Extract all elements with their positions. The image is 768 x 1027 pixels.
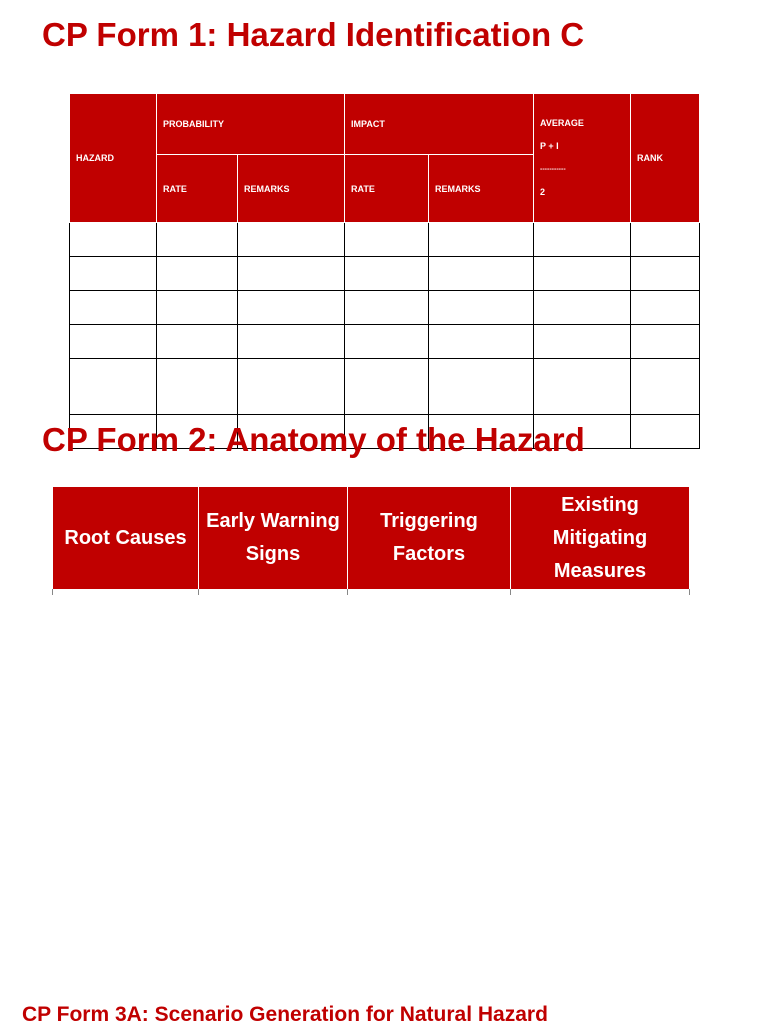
table-cell[interactable] bbox=[631, 291, 700, 325]
table-row bbox=[70, 359, 700, 415]
hazard-identification-table bbox=[69, 93, 700, 449]
table-cell[interactable] bbox=[70, 223, 157, 257]
header-impact: IMPACT bbox=[345, 94, 534, 155]
header-probability-rate: RATE bbox=[157, 155, 238, 223]
table-cell[interactable] bbox=[238, 359, 345, 415]
table-cell[interactable] bbox=[53, 589, 199, 595]
form1-title: CP Form 1: Hazard Identification C bbox=[42, 16, 585, 53]
table-cell[interactable] bbox=[238, 325, 345, 359]
table-cell[interactable] bbox=[534, 223, 631, 257]
table-cell[interactable] bbox=[238, 291, 345, 325]
form3a-title: CP Form 3A: Scenario Generation for Natural Hazard bbox=[22, 1003, 548, 1026]
table-cell[interactable] bbox=[345, 359, 429, 415]
table-cell[interactable] bbox=[157, 325, 238, 359]
table-cell[interactable] bbox=[157, 223, 238, 257]
average-label: AVERAGE bbox=[540, 118, 584, 128]
header-early-warning-signs: Early Warning Signs bbox=[199, 487, 348, 589]
table-cell[interactable] bbox=[157, 257, 238, 291]
table-cell[interactable] bbox=[534, 257, 631, 291]
header-hazard: HAZARD bbox=[70, 94, 157, 223]
table-cell[interactable] bbox=[157, 291, 238, 325]
table-cell[interactable] bbox=[429, 325, 534, 359]
table-cell[interactable] bbox=[345, 325, 429, 359]
header-probability: PROBABILITY bbox=[157, 94, 345, 155]
form2-title: CP Form 2: Anatomy of the Hazard bbox=[42, 421, 585, 458]
table-row bbox=[53, 589, 690, 595]
table-cell[interactable] bbox=[534, 291, 631, 325]
header-impact-remarks: REMARKS bbox=[429, 155, 534, 223]
header-root-causes: Root Causes bbox=[53, 487, 199, 589]
table-cell[interactable] bbox=[70, 257, 157, 291]
table-cell[interactable] bbox=[345, 257, 429, 291]
table-cell[interactable] bbox=[345, 223, 429, 257]
table-cell[interactable] bbox=[534, 359, 631, 415]
table-cell[interactable] bbox=[199, 589, 348, 595]
hazard-anatomy-table bbox=[52, 487, 690, 595]
header-average bbox=[534, 94, 631, 223]
table-row bbox=[70, 325, 700, 359]
table-cell[interactable] bbox=[429, 359, 534, 415]
table-cell[interactable] bbox=[70, 291, 157, 325]
table-cell[interactable] bbox=[631, 415, 700, 449]
table-cell[interactable] bbox=[631, 223, 700, 257]
average-divider: ----------- bbox=[540, 166, 566, 173]
header-triggering-factors: Triggering Factors bbox=[348, 487, 511, 589]
table-cell[interactable] bbox=[631, 325, 700, 359]
table-row bbox=[70, 291, 700, 325]
table-row bbox=[70, 257, 700, 291]
table-cell[interactable] bbox=[238, 257, 345, 291]
table-cell[interactable] bbox=[348, 589, 511, 595]
table-cell[interactable] bbox=[631, 359, 700, 415]
table-cell[interactable] bbox=[429, 223, 534, 257]
table-cell[interactable] bbox=[238, 223, 345, 257]
table-cell[interactable] bbox=[345, 291, 429, 325]
average-denominator: 2 bbox=[540, 187, 546, 197]
table-cell[interactable] bbox=[429, 291, 534, 325]
header-rank: RANK bbox=[631, 94, 700, 223]
table-cell[interactable] bbox=[70, 325, 157, 359]
average-formula: P + I bbox=[540, 141, 559, 151]
table-row bbox=[70, 223, 700, 257]
table-cell[interactable] bbox=[157, 359, 238, 415]
table-cell[interactable] bbox=[70, 359, 157, 415]
table-cell[interactable] bbox=[534, 325, 631, 359]
header-existing-mitigating-measures: Existing Mitigating Measures bbox=[511, 487, 690, 589]
table-cell[interactable] bbox=[511, 589, 690, 595]
header-impact-rate: RATE bbox=[345, 155, 429, 223]
header-probability-remarks: REMARKS bbox=[238, 155, 345, 223]
table-cell[interactable] bbox=[429, 257, 534, 291]
table-cell[interactable] bbox=[631, 257, 700, 291]
